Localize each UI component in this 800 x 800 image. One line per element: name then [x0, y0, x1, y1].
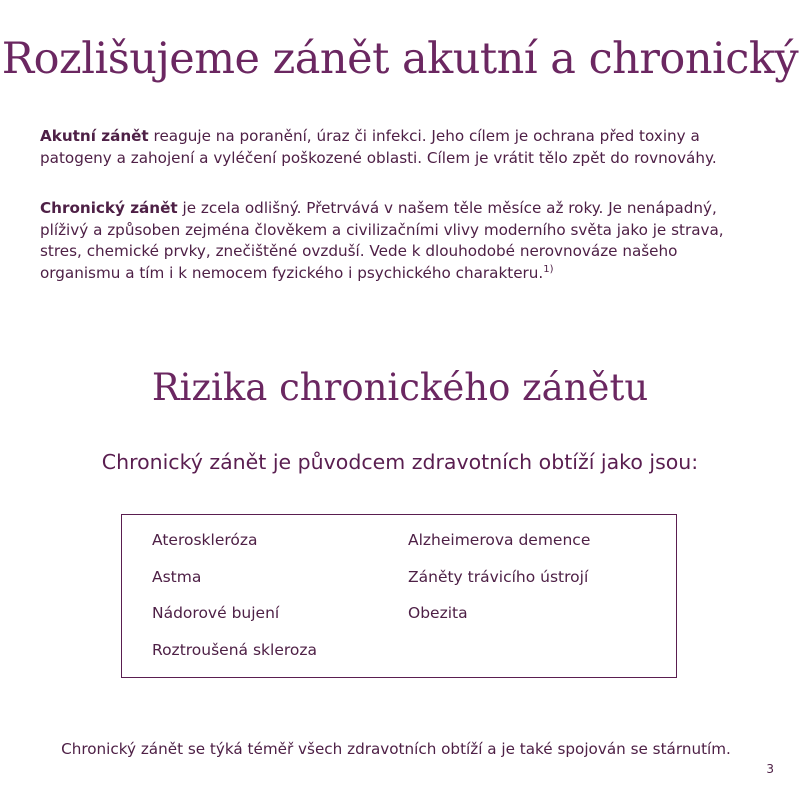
page-title: Rozlišujeme zánět akutní a chronický [1, 34, 799, 84]
list-item: Astma [152, 567, 202, 586]
footer-note: Chronický zánět se týká téměř všech zdravotních obtíží a je také spojován se stárnutím. [61, 740, 731, 758]
diseases-box [121, 514, 677, 678]
list-item: Ateroskleróza [152, 531, 258, 549]
diseases-list-right [408, 529, 590, 639]
diseases-list-left [152, 529, 317, 675]
acute-inflammation-paragraph [40, 126, 760, 169]
list-item: Roztroušená skleroza [152, 640, 318, 659]
acute-text: reaguje na poranění, úraz či infekci. Jeho cílem je ochrana před toxiny a patogeny a zahojení a vyléčení poškozené oblasti. Cílem je vrátit tělo zpět do rovnováhy. [40, 127, 717, 167]
chronic-text: je zcela odlišný. Přetrvává v našem těle měsíce až roky. Je nenápadný, plíživý a způsoben zejména člověkem a civilizačními vlivy moderního světa jako je strava, stres, chemické prvky, znečištěné ovzduší. Vede k dlouhodobé nerovnováze našeho organismu a tím i k nemocem fyzického i psychického charakteru. [40, 199, 724, 282]
chronic-term: Chronický zánět [40, 199, 178, 217]
chronic-inflammation-paragraph [40, 198, 760, 284]
risks-intro: Chronický zánět je původcem zdravotních obtíží jako jsou: [101, 450, 699, 474]
footnote-reference: 1) [543, 263, 554, 275]
acute-term: Akutní zánět [40, 127, 149, 145]
list-item: Nádorové bujení [152, 604, 280, 622]
list-item: Záněty trávicího ústrojí [408, 567, 589, 586]
list-item: Obezita [408, 604, 468, 622]
list-item: Alzheimerova demence [408, 531, 591, 549]
section-title: Rizika chronického zánětu [151, 366, 649, 409]
page-number: 3 [766, 762, 774, 776]
